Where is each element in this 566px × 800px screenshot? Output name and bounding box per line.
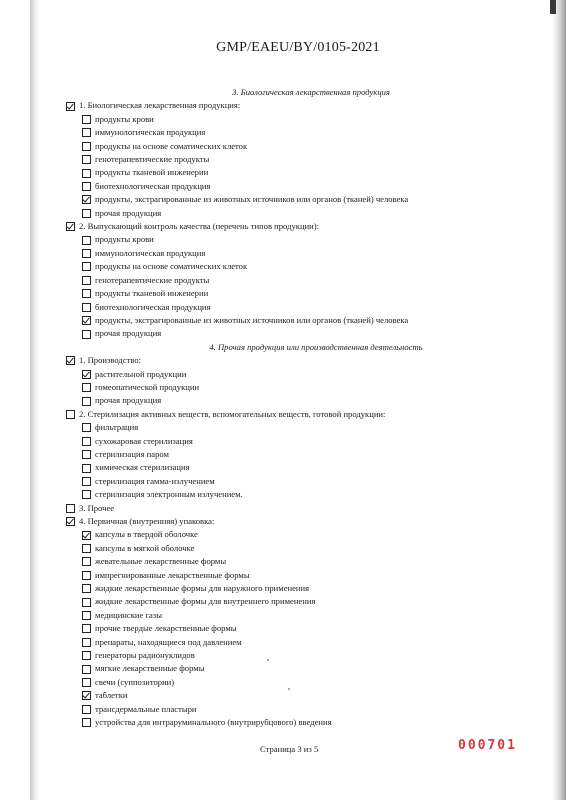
checklist-item-label: прочая продукция	[95, 395, 162, 406]
checklist-item	[66, 662, 526, 675]
checklist-item	[66, 555, 526, 568]
empty-checkbox-icon[interactable]	[82, 169, 91, 178]
empty-checkbox-icon[interactable]	[82, 598, 91, 607]
checklist-item	[66, 461, 526, 474]
checklist-item-label: свечи (суппозитории)	[95, 676, 175, 687]
checklist-item	[66, 193, 526, 206]
checklist-item-label: гомеопатической продукции	[95, 381, 200, 392]
empty-checkbox-icon[interactable]	[66, 504, 75, 513]
checklist-item	[66, 394, 526, 407]
checklist-item	[66, 569, 526, 582]
section-4-title: 4. Прочая продукция или производственная деятельность	[209, 341, 423, 352]
checked-checkbox-icon[interactable]	[82, 531, 91, 540]
checklist-item-label: жевательные лекарственные формы	[95, 556, 227, 567]
empty-checkbox-icon[interactable]	[82, 249, 91, 258]
checklist-item	[66, 180, 526, 193]
scan-speck	[288, 688, 290, 690]
checklist-item	[66, 287, 526, 300]
empty-checkbox-icon[interactable]	[82, 611, 91, 620]
checklist-item	[66, 301, 526, 314]
checklist-item-label: препараты, находящиеся под давлением	[95, 636, 242, 647]
checklist-item	[66, 542, 526, 555]
empty-checkbox-icon[interactable]	[82, 397, 91, 406]
checklist-item-label: капсулы в мягкой оболочке	[95, 542, 195, 553]
checklist-group	[66, 354, 526, 367]
empty-checkbox-icon[interactable]	[82, 276, 91, 285]
checklist-group	[66, 408, 526, 421]
checklist-item	[66, 609, 526, 622]
checklist-item-label: устройства для интраруминального (внутрирубцового) введения	[95, 717, 332, 728]
checklist-item-label: жидкие лекарственные формы для внутреннего применения	[95, 596, 316, 607]
checklist-item-label: химическая стерилизация	[95, 462, 190, 473]
checklist-item	[66, 595, 526, 608]
checklist-item	[66, 126, 526, 139]
checklist-item	[66, 676, 526, 689]
checklist-item	[66, 260, 526, 273]
empty-checkbox-icon[interactable]	[82, 557, 91, 566]
checklist-item	[66, 327, 526, 340]
scan-speck	[267, 659, 269, 661]
empty-checkbox-icon[interactable]	[82, 638, 91, 647]
empty-checkbox-icon[interactable]	[82, 705, 91, 714]
empty-checkbox-icon[interactable]	[82, 477, 91, 486]
checklist-item	[66, 689, 526, 702]
checklist-item-label: продукты на основе соматических клеток	[95, 261, 248, 272]
checklist-item-label: стерилизация паром	[95, 448, 169, 459]
checklist-item	[66, 636, 526, 649]
empty-checkbox-icon[interactable]	[82, 718, 91, 727]
empty-checkbox-icon[interactable]	[82, 303, 91, 312]
checklist-item-label: растительной продукции	[95, 368, 187, 379]
checklist-item	[66, 475, 526, 488]
section-3-list	[66, 99, 526, 340]
empty-checkbox-icon[interactable]	[82, 490, 91, 499]
checked-checkbox-icon[interactable]	[66, 356, 75, 365]
checklist-item-label: продукты, экстрагированные из животных источников или органов (тканей) человека	[95, 314, 409, 325]
scan-right-edge	[552, 0, 566, 800]
checklist-item	[66, 716, 526, 729]
empty-checkbox-icon[interactable]	[82, 584, 91, 593]
empty-checkbox-icon[interactable]	[82, 544, 91, 553]
checklist-group	[66, 502, 526, 515]
checklist-item	[66, 488, 526, 501]
empty-checkbox-icon[interactable]	[82, 450, 91, 459]
empty-checkbox-icon[interactable]	[82, 437, 91, 446]
scan-left-edge	[30, 0, 40, 800]
checklist-item-label: генотерапевтические продукты	[95, 154, 210, 165]
empty-checkbox-icon[interactable]	[82, 289, 91, 298]
checked-checkbox-icon[interactable]	[82, 195, 91, 204]
checklist-item-label: таблетки	[95, 690, 128, 701]
checklist-item-label: генераторы радионуклидов	[95, 650, 195, 661]
checklist-item	[66, 582, 526, 595]
serial-number-stamp: 000701	[458, 738, 517, 753]
checklist-item-label: прочие твердые лекарственные формы	[95, 623, 237, 634]
empty-checkbox-icon[interactable]	[82, 330, 91, 339]
empty-checkbox-icon[interactable]	[82, 678, 91, 687]
checklist-item-label: прочая продукция	[95, 328, 162, 339]
checklist-item-label: продукты, экстрагированные из животных источников или органов (тканей) человека	[95, 194, 409, 205]
checklist-item	[66, 421, 526, 434]
checklist-item-label: иммунологическая продукция	[95, 127, 206, 138]
checklist-item-label: трансдермальные пластыри	[95, 703, 197, 714]
empty-checkbox-icon[interactable]	[82, 128, 91, 137]
checklist-group-label: 1. Биологическая лекарственная продукция:	[79, 100, 241, 111]
checklist-item-label: стерилизация электронным излучением.	[95, 489, 243, 500]
document-number: GMP/EAEU/BY/0105-2021	[216, 40, 380, 55]
empty-checkbox-icon[interactable]	[82, 383, 91, 392]
checked-checkbox-icon[interactable]	[66, 517, 75, 526]
checklist-group	[66, 220, 526, 233]
checked-checkbox-icon[interactable]	[82, 370, 91, 379]
checklist-item-label: мягкие лекарственные формы	[95, 663, 205, 674]
checklist-item-label: продукты крови	[95, 234, 154, 245]
checklist-item-label: продукты тканевой инженерии	[95, 288, 209, 299]
checklist-item	[66, 247, 526, 260]
checklist-group-label: 1. Производство:	[79, 355, 142, 366]
checklist-item	[66, 314, 526, 327]
empty-checkbox-icon[interactable]	[82, 236, 91, 245]
empty-checkbox-icon[interactable]	[82, 665, 91, 674]
checklist-item-label: биотехнологическая продукция	[95, 180, 211, 191]
empty-checkbox-icon[interactable]	[82, 155, 91, 164]
checklist-item	[66, 703, 526, 716]
checked-checkbox-icon[interactable]	[66, 102, 75, 111]
checked-checkbox-icon[interactable]	[66, 222, 75, 231]
checklist-item-label: сухожаровая стерилизация	[95, 435, 193, 446]
empty-checkbox-icon[interactable]	[82, 209, 91, 218]
document-body	[66, 86, 526, 730]
empty-checkbox-icon[interactable]	[82, 423, 91, 432]
checklist-item-label: капсулы в твердой оболочке	[95, 529, 198, 540]
checklist-item	[66, 368, 526, 381]
checklist-item	[66, 140, 526, 153]
checklist-item	[66, 153, 526, 166]
checklist-item-label: иммунологическая продукция	[95, 247, 206, 258]
checked-checkbox-icon[interactable]	[82, 316, 91, 325]
checklist-item-label: медицинские газы	[95, 609, 162, 620]
checklist-item	[66, 233, 526, 246]
checklist-item-label: импрегнированные лекарственные формы	[95, 569, 250, 580]
empty-checkbox-icon[interactable]	[82, 262, 91, 271]
empty-checkbox-icon[interactable]	[82, 115, 91, 124]
checklist-item	[66, 649, 526, 662]
checklist-item	[66, 274, 526, 287]
checked-checkbox-icon[interactable]	[82, 691, 91, 700]
section-4-list	[66, 354, 526, 729]
checklist-group-label: 2. Выпускающий контроль качества (перечень типов продукции):	[79, 221, 319, 232]
checklist-item	[66, 528, 526, 541]
empty-checkbox-icon[interactable]	[82, 651, 91, 660]
checklist-group-label: 3. Прочее	[79, 502, 115, 513]
checklist-item	[66, 435, 526, 448]
scan-corner-mark	[550, 0, 556, 14]
checklist-item-label: продукты тканевой инженерии	[95, 167, 209, 178]
section-3-title: 3. Биологическая лекарственная продукция	[232, 87, 390, 97]
checklist-item	[66, 448, 526, 461]
empty-checkbox-icon[interactable]	[82, 624, 91, 633]
checklist-item-label: продукты на основе соматических клеток	[95, 140, 248, 151]
empty-checkbox-icon[interactable]	[82, 182, 91, 191]
checklist-group-label: 2. Стерилизация активных веществ, вспомогательных веществ, готовой продукции:	[79, 408, 386, 419]
checklist-item	[66, 381, 526, 394]
checklist-item	[66, 207, 526, 220]
checklist-item	[66, 166, 526, 179]
checklist-item-label: прочая продукция	[95, 207, 162, 218]
empty-checkbox-icon[interactable]	[82, 464, 91, 473]
checklist-item	[66, 113, 526, 126]
checklist-item-label: жидкие лекарственные формы для наружного применения	[95, 583, 310, 594]
checklist-group	[66, 515, 526, 528]
checklist-item-label: стерилизация гамма-излучением	[95, 475, 215, 486]
empty-checkbox-icon[interactable]	[82, 571, 91, 580]
checklist-item	[66, 622, 526, 635]
checklist-item-label: генотерапевтические продукты	[95, 274, 210, 285]
checklist-item-label: продукты крови	[95, 113, 154, 124]
checklist-group-label: 4. Первичная (внутренняя) упаковка:	[79, 516, 215, 526]
empty-checkbox-icon[interactable]	[82, 142, 91, 151]
checklist-group	[66, 99, 526, 112]
empty-checkbox-icon[interactable]	[66, 410, 75, 419]
checklist-item-label: биотехнологическая продукция	[95, 301, 211, 312]
checklist-item-label: фильтрация	[95, 422, 139, 433]
page-number: Страница 3 из 5	[260, 744, 319, 754]
